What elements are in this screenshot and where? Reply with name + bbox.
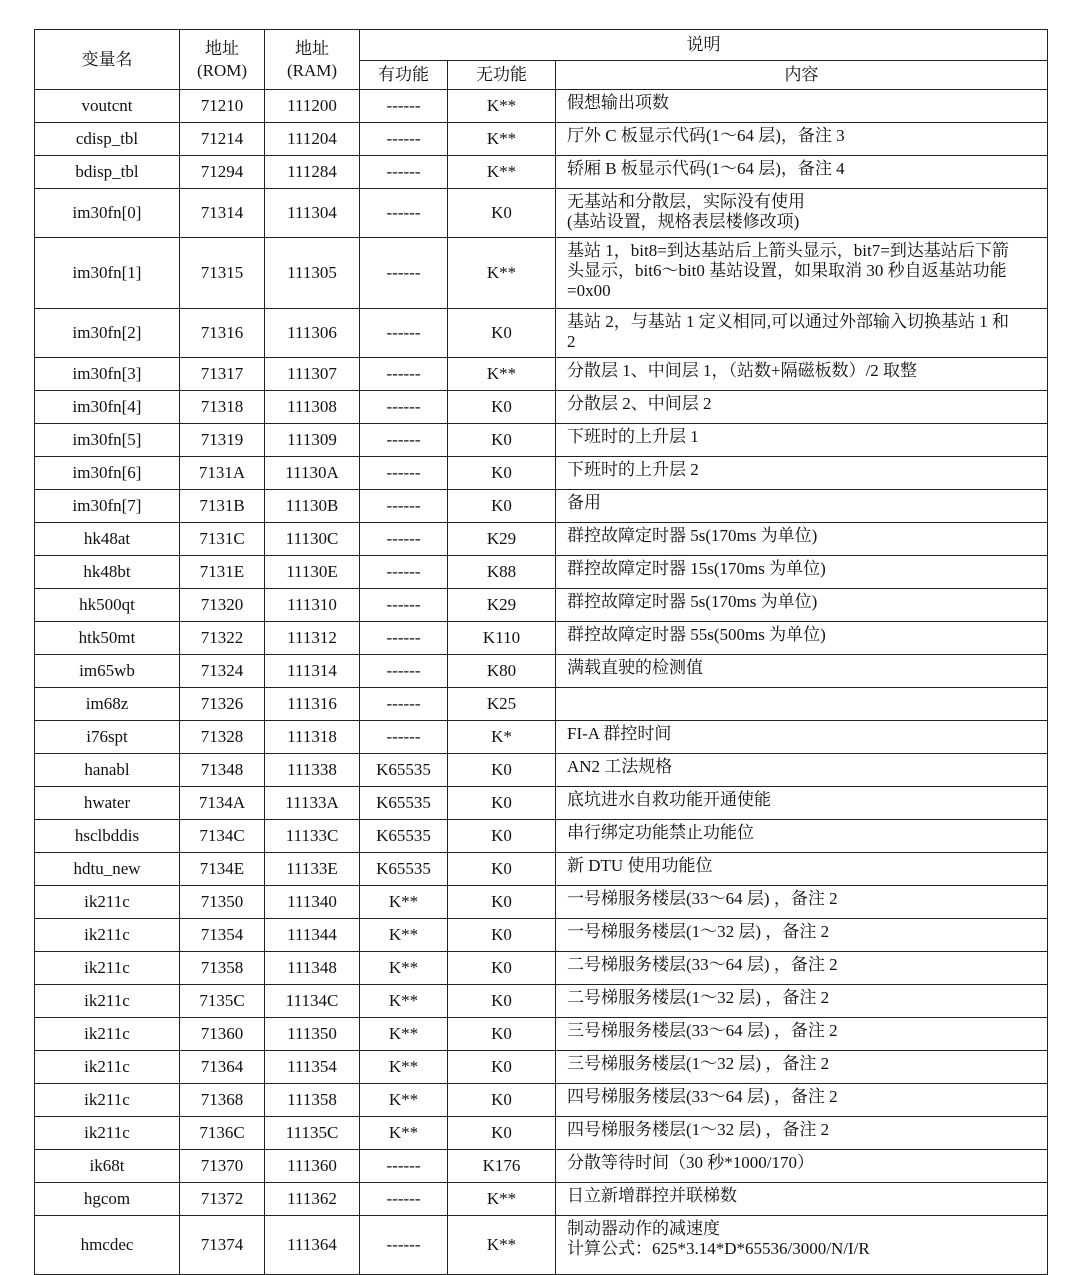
header-content: 内容 xyxy=(556,61,1048,90)
cell-rom-address: 71354 xyxy=(180,919,265,952)
cell-with-func: ------ xyxy=(360,1183,448,1216)
cell-ram-address: 111350 xyxy=(265,1018,360,1051)
cell-without-func: K** xyxy=(448,1216,556,1275)
cell-ram-address: 111316 xyxy=(265,688,360,721)
cell-without-func: K0 xyxy=(448,189,556,238)
description-line: 四号梯服务楼层(1～32 层) ，备注 2 xyxy=(567,1120,830,1139)
cell-var-name: im30fn[0] xyxy=(35,189,180,238)
cell-description xyxy=(556,853,1048,886)
description-line: 基站 1，bit8=到达基站后上箭头显示，bit7=到达基站后下箭 xyxy=(567,241,1009,260)
cell-ram-address: 11130A xyxy=(265,457,360,490)
description-line: 分散等待时间（30 秒*1000/170） xyxy=(567,1153,814,1172)
cell-without-func: K0 xyxy=(448,391,556,424)
cell-with-func: K** xyxy=(360,1051,448,1084)
cell-with-func: ------ xyxy=(360,490,448,523)
cell-ram-address: 111308 xyxy=(265,391,360,424)
cell-rom-address: 7131E xyxy=(180,556,265,589)
cell-var-name: hanabl xyxy=(35,754,180,787)
cell-with-func: ------ xyxy=(360,622,448,655)
cell-with-func: K** xyxy=(360,1117,448,1150)
cell-var-name: hsclbddis xyxy=(35,820,180,853)
table-row xyxy=(35,655,1048,688)
cell-ram-address: 111340 xyxy=(265,886,360,919)
cell-rom-address: 71324 xyxy=(180,655,265,688)
cell-without-func: K25 xyxy=(448,688,556,721)
cell-without-func: K** xyxy=(448,358,556,391)
description-line: 无基站和分散层，实际没有使用 xyxy=(567,192,805,211)
cell-ram-address: 111312 xyxy=(265,622,360,655)
cell-without-func: K0 xyxy=(448,490,556,523)
cell-var-name: i76spt xyxy=(35,721,180,754)
cell-description xyxy=(556,556,1048,589)
cell-description xyxy=(556,1216,1048,1275)
cell-rom-address: 7135C xyxy=(180,985,265,1018)
cell-var-name: ik211c xyxy=(35,1018,180,1051)
description-line: 一号梯服务楼层(1～32 层) ，备注 2 xyxy=(567,922,830,941)
description-line: 2 xyxy=(567,332,576,351)
cell-rom-address: 71368 xyxy=(180,1084,265,1117)
cell-ram-address: 11133C xyxy=(265,820,360,853)
cell-ram-address: 111318 xyxy=(265,721,360,754)
cell-ram-address: 111314 xyxy=(265,655,360,688)
register-table xyxy=(34,29,1048,1275)
cell-with-func: ------ xyxy=(360,391,448,424)
description-line: 日立新增群控并联梯数 xyxy=(567,1186,737,1205)
cell-rom-address: 71318 xyxy=(180,391,265,424)
cell-without-func: K** xyxy=(448,1183,556,1216)
description-line: 串行绑定功能禁止功能位 xyxy=(567,823,754,842)
cell-without-func: K0 xyxy=(448,787,556,820)
cell-with-func: ------ xyxy=(360,556,448,589)
cell-with-func: ------ xyxy=(360,589,448,622)
cell-var-name: im30fn[1] xyxy=(35,238,180,309)
table-row xyxy=(35,1216,1048,1275)
cell-rom-address: 71320 xyxy=(180,589,265,622)
cell-with-func: ------ xyxy=(360,238,448,309)
cell-without-func: K0 xyxy=(448,985,556,1018)
cell-ram-address: 111307 xyxy=(265,358,360,391)
cell-ram-address: 11135C xyxy=(265,1117,360,1150)
description-line: FI-A 群控时间 xyxy=(567,724,672,743)
cell-without-func: K0 xyxy=(448,1051,556,1084)
header-ram-line2: (RAM) xyxy=(286,60,338,80)
table-row xyxy=(35,523,1048,556)
table-row xyxy=(35,309,1048,358)
description-line: 群控故障定时器 5s(170ms 为单位) xyxy=(567,592,818,611)
table-row xyxy=(35,1051,1048,1084)
cell-with-func: K** xyxy=(360,886,448,919)
cell-description xyxy=(556,1150,1048,1183)
cell-rom-address: 71319 xyxy=(180,424,265,457)
table-body xyxy=(35,90,1048,1275)
cell-description xyxy=(556,358,1048,391)
cell-ram-address: 111200 xyxy=(265,90,360,123)
table-row xyxy=(35,490,1048,523)
cell-description xyxy=(556,622,1048,655)
cell-with-func: ------ xyxy=(360,156,448,189)
table-row xyxy=(35,754,1048,787)
description-line: 下班时的上升层 2 xyxy=(567,460,699,479)
table-row xyxy=(35,853,1048,886)
cell-ram-address: 111305 xyxy=(265,238,360,309)
description-line: 三号梯服务楼层(1～32 层) ，备注 2 xyxy=(567,1054,830,1073)
cell-with-func: ------ xyxy=(360,523,448,556)
description-line: 新 DTU 使用功能位 xyxy=(567,856,713,875)
cell-rom-address: 71350 xyxy=(180,886,265,919)
cell-var-name: voutcnt xyxy=(35,90,180,123)
cell-var-name: ik211c xyxy=(35,1051,180,1084)
cell-without-func: K80 xyxy=(448,655,556,688)
description-line: 群控故障定时器 15s(170ms 为单位) xyxy=(567,559,826,578)
cell-description xyxy=(556,1084,1048,1117)
cell-ram-address: 11130C xyxy=(265,523,360,556)
table-row xyxy=(35,589,1048,622)
description-line: 备用 xyxy=(567,493,601,512)
cell-var-name: ik68t xyxy=(35,1150,180,1183)
description-line: 二号梯服务楼层(1～32 层) ，备注 2 xyxy=(567,988,830,1007)
description-line: 底坑进水自救功能开通使能 xyxy=(567,790,771,809)
cell-rom-address: 71316 xyxy=(180,309,265,358)
cell-with-func: ------ xyxy=(360,309,448,358)
cell-var-name: cdisp_tbl xyxy=(35,123,180,156)
cell-with-func: ------ xyxy=(360,424,448,457)
cell-rom-address: 71374 xyxy=(180,1216,265,1275)
cell-with-func: ------ xyxy=(360,90,448,123)
cell-description xyxy=(556,688,1048,721)
cell-var-name: ik211c xyxy=(35,919,180,952)
cell-without-func: K0 xyxy=(448,853,556,886)
cell-ram-address: 111309 xyxy=(265,424,360,457)
cell-var-name: ik211c xyxy=(35,1084,180,1117)
cell-description xyxy=(556,787,1048,820)
cell-description xyxy=(556,1018,1048,1051)
cell-var-name: hk500qt xyxy=(35,589,180,622)
cell-var-name: im30fn[4] xyxy=(35,391,180,424)
cell-var-name: hwater xyxy=(35,787,180,820)
description-line: 三号梯服务楼层(33～64 层) ，备注 2 xyxy=(567,1021,838,1040)
cell-without-func: K0 xyxy=(448,1117,556,1150)
table-row xyxy=(35,156,1048,189)
cell-var-name: im30fn[2] xyxy=(35,309,180,358)
cell-var-name: hk48bt xyxy=(35,556,180,589)
header-ram-line1: 地址 xyxy=(295,38,329,58)
cell-description xyxy=(556,156,1048,189)
cell-without-func: K29 xyxy=(448,589,556,622)
cell-ram-address: 111310 xyxy=(265,589,360,622)
table-row xyxy=(35,1018,1048,1051)
cell-rom-address: 71370 xyxy=(180,1150,265,1183)
cell-ram-address: 11130B xyxy=(265,490,360,523)
cell-with-func: ------ xyxy=(360,457,448,490)
cell-rom-address: 71358 xyxy=(180,952,265,985)
table-row xyxy=(35,820,1048,853)
table-row xyxy=(35,238,1048,309)
description-line: 四号梯服务楼层(33～64 层) ，备注 2 xyxy=(567,1087,838,1106)
cell-var-name: ik211c xyxy=(35,985,180,1018)
description-line: 一号梯服务楼层(33～64 层) ，备注 2 xyxy=(567,889,838,908)
cell-ram-address: 111348 xyxy=(265,952,360,985)
cell-without-func: K110 xyxy=(448,622,556,655)
cell-without-func: K29 xyxy=(448,523,556,556)
header-rom-line2: (ROM) xyxy=(196,60,248,80)
cell-rom-address: 7131B xyxy=(180,490,265,523)
cell-with-func: ------ xyxy=(360,688,448,721)
cell-with-func: K** xyxy=(360,1084,448,1117)
header-ram-address xyxy=(265,30,360,90)
cell-without-func: K** xyxy=(448,238,556,309)
cell-without-func: K0 xyxy=(448,1084,556,1117)
description-line: 假想输出项数 xyxy=(567,93,669,112)
cell-with-func: K65535 xyxy=(360,820,448,853)
cell-var-name: hmcdec xyxy=(35,1216,180,1275)
cell-rom-address: 7134A xyxy=(180,787,265,820)
cell-rom-address: 7134C xyxy=(180,820,265,853)
table-header xyxy=(35,30,1048,90)
table-row xyxy=(35,1084,1048,1117)
cell-var-name: im30fn[7] xyxy=(35,490,180,523)
description-line: 群控故障定时器 5s(170ms 为单位) xyxy=(567,526,818,545)
table-row xyxy=(35,985,1048,1018)
header-rom-address xyxy=(180,30,265,90)
description-line: 群控故障定时器 55s(500ms 为单位) xyxy=(567,625,826,644)
cell-ram-address: 111360 xyxy=(265,1150,360,1183)
cell-rom-address: 71315 xyxy=(180,238,265,309)
table-row xyxy=(35,556,1048,589)
cell-var-name: im65wb xyxy=(35,655,180,688)
cell-without-func: K** xyxy=(448,90,556,123)
cell-var-name: hgcom xyxy=(35,1183,180,1216)
cell-with-func: ------ xyxy=(360,1216,448,1275)
description-line: 计算公式：625*3.14*D*65536/3000/N/I/R xyxy=(567,1239,870,1258)
cell-ram-address: 11133E xyxy=(265,853,360,886)
cell-without-func: K* xyxy=(448,721,556,754)
cell-var-name: htk50mt xyxy=(35,622,180,655)
cell-description xyxy=(556,238,1048,309)
cell-description xyxy=(556,1051,1048,1084)
cell-description xyxy=(556,952,1048,985)
cell-description xyxy=(556,424,1048,457)
header-explain: 说明 xyxy=(360,30,1048,61)
table-row xyxy=(35,457,1048,490)
table-row xyxy=(35,391,1048,424)
cell-without-func: K88 xyxy=(448,556,556,589)
header-var-name: 变量名 xyxy=(35,30,180,90)
table-row xyxy=(35,952,1048,985)
cell-ram-address: 111284 xyxy=(265,156,360,189)
cell-rom-address: 71322 xyxy=(180,622,265,655)
cell-with-func: K** xyxy=(360,919,448,952)
description-line: 二号梯服务楼层(33～64 层) ，备注 2 xyxy=(567,955,838,974)
cell-description xyxy=(556,391,1048,424)
table-row xyxy=(35,1150,1048,1183)
cell-with-func: ------ xyxy=(360,189,448,238)
table-row xyxy=(35,787,1048,820)
description-line: 制动器动作的减速度 xyxy=(567,1219,720,1238)
cell-with-func: ------ xyxy=(360,655,448,688)
cell-ram-address: 111306 xyxy=(265,309,360,358)
cell-description xyxy=(556,1183,1048,1216)
cell-without-func: K0 xyxy=(448,457,556,490)
cell-var-name: im30fn[5] xyxy=(35,424,180,457)
table-row xyxy=(35,721,1048,754)
cell-without-func: K0 xyxy=(448,820,556,853)
cell-without-func: K0 xyxy=(448,754,556,787)
cell-with-func: K** xyxy=(360,1018,448,1051)
table-row xyxy=(35,90,1048,123)
cell-without-func: K0 xyxy=(448,886,556,919)
table-row xyxy=(35,358,1048,391)
cell-without-func: K176 xyxy=(448,1150,556,1183)
table-row xyxy=(35,688,1048,721)
cell-with-func: K65535 xyxy=(360,754,448,787)
table-row xyxy=(35,1117,1048,1150)
cell-ram-address: 111358 xyxy=(265,1084,360,1117)
cell-description xyxy=(556,754,1048,787)
cell-rom-address: 7136C xyxy=(180,1117,265,1150)
cell-var-name: im68z xyxy=(35,688,180,721)
cell-var-name: bdisp_tbl xyxy=(35,156,180,189)
cell-description xyxy=(556,189,1048,238)
cell-ram-address: 11130E xyxy=(265,556,360,589)
description-line: 头显示，bit6～bit0 基站设置，如果取消 30 秒自返基站功能 xyxy=(567,261,1007,280)
cell-with-func: ------ xyxy=(360,1150,448,1183)
cell-with-func: K** xyxy=(360,952,448,985)
description-line: 满载直驶的检测值 xyxy=(567,658,703,677)
cell-rom-address: 71348 xyxy=(180,754,265,787)
table-row xyxy=(35,424,1048,457)
cell-rom-address: 71210 xyxy=(180,90,265,123)
cell-description xyxy=(556,655,1048,688)
description-line: =0x00 xyxy=(567,281,611,300)
cell-description xyxy=(556,886,1048,919)
cell-description xyxy=(556,90,1048,123)
cell-with-func: ------ xyxy=(360,721,448,754)
cell-rom-address: 7131C xyxy=(180,523,265,556)
description-line: AN2 工法规格 xyxy=(567,757,673,776)
cell-rom-address: 71372 xyxy=(180,1183,265,1216)
cell-ram-address: 111338 xyxy=(265,754,360,787)
cell-var-name: ik211c xyxy=(35,952,180,985)
cell-with-func: K** xyxy=(360,985,448,1018)
cell-rom-address: 71364 xyxy=(180,1051,265,1084)
cell-rom-address: 71294 xyxy=(180,156,265,189)
cell-ram-address: 111362 xyxy=(265,1183,360,1216)
cell-description xyxy=(556,1117,1048,1150)
cell-with-func: ------ xyxy=(360,358,448,391)
description-line: 厅外 C 板显示代码(1～64 层)，备注 3 xyxy=(567,126,845,145)
cell-ram-address: 111354 xyxy=(265,1051,360,1084)
description-line: 轿厢 B 板显示代码(1～64 层)，备注 4 xyxy=(567,159,845,178)
cell-rom-address: 71360 xyxy=(180,1018,265,1051)
cell-with-func: K65535 xyxy=(360,853,448,886)
description-line: 下班时的上升层 1 xyxy=(567,427,699,446)
cell-description xyxy=(556,985,1048,1018)
description-line: 分散层 1、中间层 1，（站数+隔磁板数）/2 取整 xyxy=(567,361,918,380)
table-row xyxy=(35,1183,1048,1216)
cell-ram-address: 111344 xyxy=(265,919,360,952)
cell-rom-address: 71326 xyxy=(180,688,265,721)
cell-description xyxy=(556,309,1048,358)
table-row xyxy=(35,123,1048,156)
cell-ram-address: 111204 xyxy=(265,123,360,156)
header-rom-line1: 地址 xyxy=(205,38,239,58)
cell-rom-address: 7134E xyxy=(180,853,265,886)
cell-rom-address: 71317 xyxy=(180,358,265,391)
table-row xyxy=(35,886,1048,919)
header-without-func: 无功能 xyxy=(448,61,556,90)
cell-rom-address: 71314 xyxy=(180,189,265,238)
cell-description xyxy=(556,589,1048,622)
cell-description xyxy=(556,523,1048,556)
description-line: 基站 2，与基站 1 定义相同,可以通过外部输入切换基站 1 和 xyxy=(567,312,1009,331)
cell-description xyxy=(556,721,1048,754)
cell-rom-address: 71328 xyxy=(180,721,265,754)
cell-without-func: K0 xyxy=(448,1018,556,1051)
cell-description xyxy=(556,123,1048,156)
cell-var-name: ik211c xyxy=(35,1117,180,1150)
cell-with-func: ------ xyxy=(360,123,448,156)
cell-without-func: K0 xyxy=(448,309,556,358)
cell-var-name: ik211c xyxy=(35,886,180,919)
cell-var-name: im30fn[6] xyxy=(35,457,180,490)
cell-without-func: K0 xyxy=(448,952,556,985)
cell-without-func: K** xyxy=(448,123,556,156)
cell-with-func: K65535 xyxy=(360,787,448,820)
cell-var-name: hdtu_new xyxy=(35,853,180,886)
cell-ram-address: 11134C xyxy=(265,985,360,1018)
header-with-func: 有功能 xyxy=(360,61,448,90)
cell-without-func: K0 xyxy=(448,424,556,457)
cell-ram-address: 111304 xyxy=(265,189,360,238)
cell-description xyxy=(556,490,1048,523)
cell-description xyxy=(556,457,1048,490)
table-row xyxy=(35,919,1048,952)
cell-var-name: im30fn[3] xyxy=(35,358,180,391)
table-row xyxy=(35,189,1048,238)
description-line: (基站设置，规格表层楼修改项) xyxy=(567,212,800,231)
cell-description xyxy=(556,919,1048,952)
cell-rom-address: 71214 xyxy=(180,123,265,156)
cell-ram-address: 11133A xyxy=(265,787,360,820)
cell-without-func: K0 xyxy=(448,919,556,952)
cell-ram-address: 111364 xyxy=(265,1216,360,1275)
cell-description xyxy=(556,820,1048,853)
cell-rom-address: 7131A xyxy=(180,457,265,490)
description-line: 分散层 2、中间层 2 xyxy=(567,394,712,413)
cell-var-name: hk48at xyxy=(35,523,180,556)
cell-without-func: K** xyxy=(448,156,556,189)
table-row xyxy=(35,622,1048,655)
